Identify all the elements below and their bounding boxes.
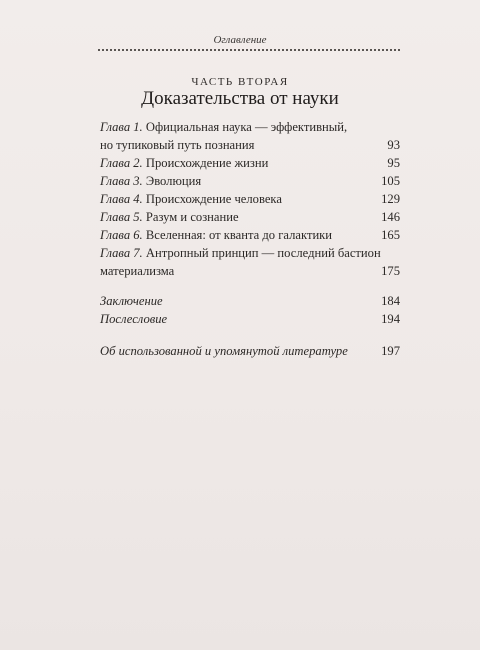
dot-leader [178, 267, 376, 275]
part-title: Доказательства от науки [141, 88, 339, 109]
chapter-title: Разум и сознание [145, 210, 239, 224]
dot-leader [352, 347, 376, 355]
entry-title: Об использованной и упомянутой литературе [100, 344, 348, 358]
part-label: ЧАСТЬ ВТОРАЯ [191, 76, 289, 88]
toc-entry-chapter-4[interactable] [100, 190, 400, 208]
dot-leader [336, 231, 376, 239]
dot-leader [272, 159, 376, 167]
dot-leader [286, 195, 376, 203]
chapter-label: Глава 3. [100, 174, 143, 188]
page-number: 175 [381, 264, 400, 278]
toc-entry-chapter-3[interactable] [100, 172, 400, 190]
toc-entry-bibliography[interactable] [100, 342, 400, 360]
page-number: 194 [381, 312, 400, 326]
page-number: 184 [381, 294, 400, 308]
dotted-rule [98, 49, 400, 51]
toc-entry-chapter-2[interactable] [100, 154, 400, 172]
page-number: 197 [381, 344, 400, 358]
page-number: 129 [381, 192, 400, 206]
running-head: Оглавление [213, 34, 267, 46]
toc-entry-afterword[interactable] [100, 310, 400, 328]
table-of-contents [100, 118, 400, 360]
chapter-label: Глава 1. [100, 120, 143, 134]
dot-leader [205, 177, 376, 185]
chapter-title-cont: материализма [100, 264, 175, 278]
dot-leader [258, 141, 376, 149]
toc-entry-chapter-6[interactable] [100, 226, 400, 244]
toc-entry-chapter-7[interactable] [100, 244, 400, 280]
page-number: 146 [381, 210, 400, 224]
page-number: 165 [381, 228, 400, 242]
chapter-title: Происхождение жизни [145, 156, 269, 170]
page-number: 93 [387, 138, 400, 152]
chapter-title: Вселенная: от кванта до галактики [145, 228, 333, 242]
chapter-title: Эволюция [145, 174, 202, 188]
toc-entry-chapter-5[interactable] [100, 208, 400, 226]
toc-entry-conclusion[interactable] [100, 292, 400, 310]
chapter-label: Глава 5. [100, 210, 143, 224]
toc-entry-chapter-1[interactable] [100, 118, 400, 154]
entry-title: Заключение [100, 294, 163, 308]
dot-leader [243, 213, 376, 221]
page-number: 105 [381, 174, 400, 188]
chapter-label: Глава 2. [100, 156, 143, 170]
chapter-title: Антропный принцип — последний бастион [145, 246, 381, 260]
chapter-title: Официальная наука — эффективный, [145, 120, 348, 134]
dot-leader [167, 297, 376, 305]
chapter-label: Глава 4. [100, 192, 143, 206]
chapter-label: Глава 6. [100, 228, 143, 242]
entry-title: Послесловие [100, 312, 168, 326]
chapter-label: Глава 7. [100, 246, 143, 260]
chapter-title-cont: но тупиковый путь познания [100, 138, 255, 152]
chapter-title: Происхождение человека [145, 192, 282, 206]
dot-leader [171, 315, 376, 323]
page-number: 95 [387, 156, 400, 170]
